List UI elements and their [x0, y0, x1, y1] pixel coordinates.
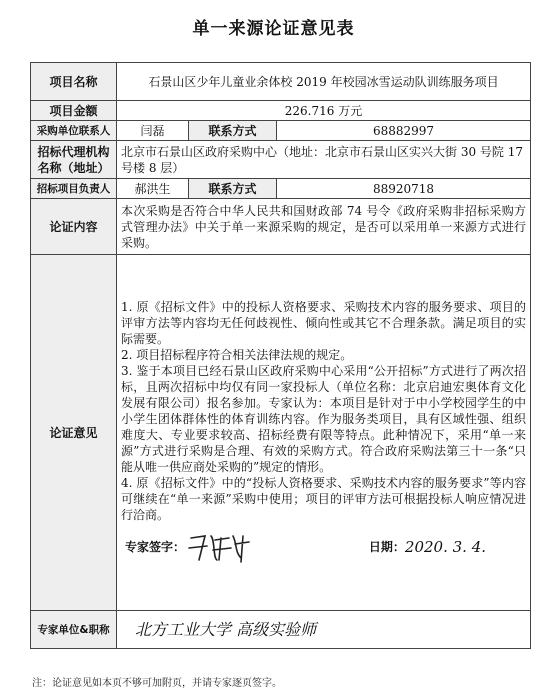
expert-unit-value: 北方工业大学 高级实验师: [117, 611, 531, 649]
amount-label: 项目金额: [31, 101, 117, 121]
expert-sign-label: 专家签字：: [125, 539, 186, 554]
expert-unit-label: 专家单位&职称: [31, 611, 117, 649]
purchaser-contact-value: 闫磊: [117, 121, 189, 141]
agency-phone-label: 联系方式: [189, 179, 277, 199]
content-label: 论证内容: [31, 199, 117, 255]
footnote: 注：论证意见如本页不够可加附页，并请专家逐页签字。: [32, 678, 282, 689]
argument-form-table: [30, 62, 531, 649]
agency-phone-value: 88920718: [277, 179, 531, 199]
agency-contact-value: 郝洪生: [117, 179, 189, 199]
row-agency: [31, 141, 531, 179]
opinion-label: 论证意见: [31, 255, 117, 611]
row-expert-unit: [31, 611, 531, 649]
purchaser-phone-value: 68882997: [277, 121, 531, 141]
row-content: [31, 199, 531, 255]
row-purchaser-contact: [31, 121, 531, 141]
purchaser-contact-label: 采购单位联系人: [31, 121, 117, 141]
row-agency-contact: [31, 179, 531, 199]
row-amount: [31, 101, 531, 121]
expert-signature-image: [185, 530, 255, 564]
opinion-paragraph-1: 1. 原《招标文件》中的投标人资格要求、采购技术内容的服务要求、项目的评审方法等内容均无任何歧视性、倾向性或其它不合理条款。满足项目的实际需要。: [121, 299, 527, 346]
opinion-paragraph-4: 4. 原《招标文件》中的“投标人资格要求、采购技术内容的服务要求”等内容可继续在“单一来源”采购中使用；项目的评审方法可根据投标人响应情况进行洽商。: [121, 475, 527, 522]
agency-contact-label: 招标项目负责人: [31, 179, 117, 199]
opinion-body: [117, 255, 531, 611]
row-opinion: [31, 255, 531, 611]
project-name-label: 项目名称: [31, 63, 117, 101]
opinion-paragraph-2: 2. 项目招标程序符合相关法律法规的规定。: [121, 347, 353, 362]
agency-value: 北京市石景山区政府采购中心（地址：北京市石景山区实兴大街 30 号院 17 号楼 8 层）: [117, 141, 531, 179]
form-title: 单一来源论证意见表: [192, 19, 355, 39]
date-label: 日期：: [368, 539, 405, 554]
amount-value: 226.716 万元: [117, 101, 531, 121]
row-project-name: [31, 63, 531, 101]
content-value: 本次采购是否符合中华人民共和国财政部 74 号令《政府采购非招标采购方式管理办法》中关于单一来源采购的规定，是否可以采用单一来源方式进行采购。: [117, 199, 531, 255]
agency-label: 招标代理机构名称（地址）: [31, 141, 117, 179]
signature-row: [121, 527, 526, 567]
opinion-paragraph-3: 3. 鉴于本项目已经石景山区政府采购中心采用“公开招标”方式进行了两次招标，且两次招标中均仅有同一家投标人（单位名称：北京启迪宏奥体育文化发展有限公司）报名参加。专家认为：本项目是针对于中小学校园学生的中小学生团体群体性的体育训练内容。作为服务类项目，具有区域性强、组织难度大、专业要求较高、招标经费有限等特点。此种情况下，采用“单一来源”方式进行采购是合理、有效的采购方式。符合政府采购法第三十一条“只能从唯一供应商处采购的”规定的情形。: [121, 363, 527, 474]
project-name-value: 石景山区少年儿童业余体校 2019 年校园冰雪运动队训练服务项目: [117, 63, 531, 101]
purchaser-phone-label: 联系方式: [189, 121, 277, 141]
date-value: 2020. 3. 4.: [404, 537, 487, 556]
